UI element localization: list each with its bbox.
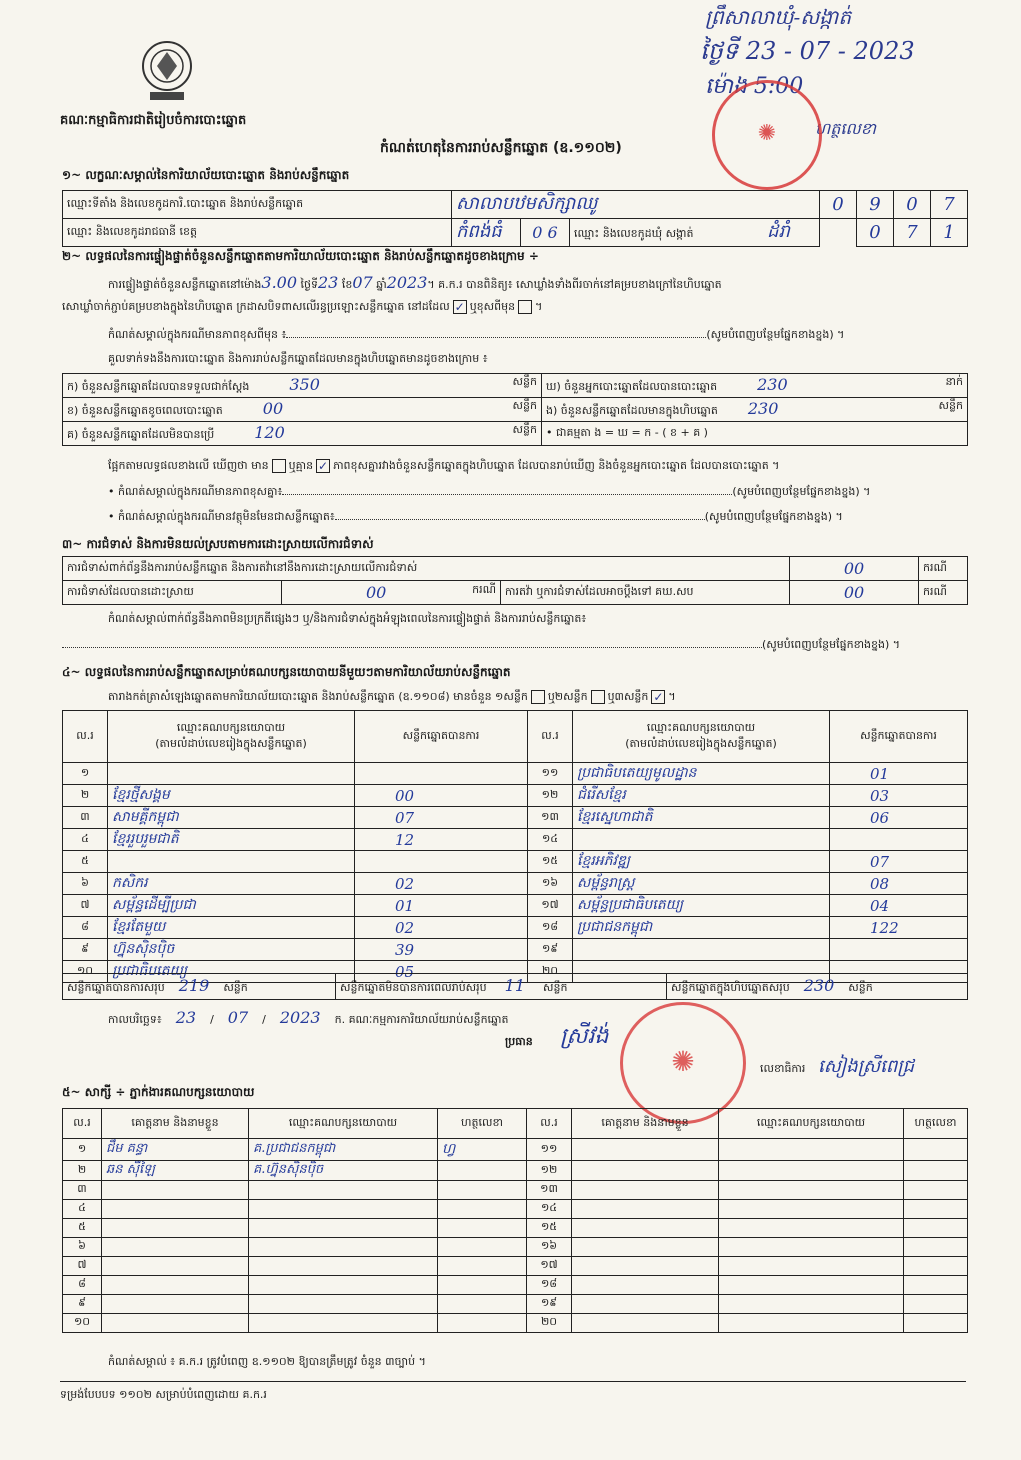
appeal-label: ការតវ៉ា ឬការជំទាស់ដែលអាចប្តឹងទៅ គឃ.សប <box>501 581 790 605</box>
party-votes: 12 <box>355 829 528 851</box>
province-value: កំពង់ធំ <box>452 219 521 247</box>
witness-signature <box>438 1295 527 1314</box>
witness-name <box>102 1181 249 1200</box>
province-label: ឈ្មោះ និងលេខកូដរាជធានី ខេត្ត <box>63 219 452 247</box>
row-number: ១០ <box>63 1314 102 1333</box>
row-number: ១១ <box>528 763 573 785</box>
committee-stamp: ✺ <box>620 1002 746 1124</box>
row-number: ១ <box>63 1139 102 1161</box>
witness-party <box>719 1161 904 1181</box>
commune-value: ដំរាំ <box>767 221 790 242</box>
party-name: ប្រជាធិបតេយ្យមូលដ្ឋាន <box>573 763 830 785</box>
row-number: ១៦ <box>528 873 573 895</box>
col-party: ឈ្មោះគណបក្សនយោបាយ <box>719 1109 904 1139</box>
party-votes: 06 <box>830 807 968 829</box>
row-number: ១៥ <box>528 851 573 873</box>
witness-party <box>249 1257 438 1276</box>
row-number: ១៩ <box>528 939 573 961</box>
party-votes: 07 <box>830 851 968 873</box>
section3-heading: ៣~ ការជំទាស់ និងការមិនយល់ស្របតាមការដោះស្រាយលើការជំទាស់ <box>62 537 374 551</box>
party-name: ខ្មែរថ្មីសង្គម <box>108 785 355 807</box>
appeal-count: 00 <box>790 581 919 605</box>
commune-code-digit: 0 <box>857 219 894 247</box>
witness-signature <box>904 1200 968 1219</box>
witness-name <box>102 1314 249 1333</box>
section5-heading: ៥~ សាក្សី ÷ ភ្នាក់ងារគណបក្សនយោបាយ <box>62 1085 255 1099</box>
witness-party <box>249 1314 438 1333</box>
valid-total: សន្លឹកឆ្នោតបានការសរុប 219 សន្លឹក <box>63 974 336 1000</box>
row-number: ១២ <box>527 1161 572 1181</box>
witness-row <box>63 1276 968 1295</box>
col-no: ល.រ <box>527 1109 572 1139</box>
row-number: ៨ <box>63 917 108 939</box>
party-row <box>63 829 968 851</box>
tally-sheet-line: តារាងកត់ត្រាសំឡេងឆ្នោតតាមការិយាល័យបោះឆ្នោត និងរាប់សន្លឹកឆ្នោត (ឧ.១១០៨) មានចំនួន ១សន្លឹក ឬ២សន្លឹក ឬ៣សន្លឹក ✓ ។ <box>108 690 676 704</box>
row-number: ៧ <box>63 1257 102 1276</box>
col-party: ឈ្មោះគណបក្សនយោបាយ <box>249 1109 438 1139</box>
witness-signature <box>438 1181 527 1200</box>
witness-name: ជឹម គន្ធា <box>102 1139 249 1161</box>
row-number: ៦ <box>63 873 108 895</box>
party-votes: 08 <box>830 873 968 895</box>
chair-signature: ស្រីវង់ <box>560 1024 609 1049</box>
station-label: ឈ្មោះទីតាំង និងលេខកូដការិ.បោះឆ្នោត និងរាប់សន្លឹកឆ្នោត <box>63 191 452 219</box>
station-code-digit: 0 <box>820 191 857 219</box>
row-number: ១៨ <box>528 917 573 939</box>
unchanged-checkbox[interactable]: ✓ <box>454 300 465 314</box>
bullet-note-2: • កំណត់សម្គាល់ក្នុងករណីមានវត្ថុមិនមែនជាសន្លឹកឆ្នោត៖ (សូមបំពេញបន្ថែមផ្នែកខាងខ្នង) ។ <box>108 510 843 523</box>
row-number: ៣ <box>63 1181 102 1200</box>
col-party: ឈ្មោះគណបក្សនយោបាយ (តាមលំដាប់លេខរៀងក្នុងសន្លឹកឆ្នោត) <box>108 711 355 763</box>
appeal-unit: ករណី <box>919 581 968 605</box>
form-caption: ទម្រង់បែបបទ ១១០២ សម្រាប់បំពេញដោយ គ.ក.រ <box>60 1388 267 1401</box>
invalid-total: សន្លឹកឆ្នោតមិនបានការពេលរាប់សរុប 11 សន្លឹក <box>336 974 667 1000</box>
party-name <box>573 829 830 851</box>
party-row <box>63 939 968 961</box>
party-name: ហ្វ៊ុនស៊ិនប៉ិច <box>108 939 355 961</box>
unused-ballots: គ) ចំនួនសន្លឹកឆ្នោតដែលមិនបានប្រើ 120 សន្លឹក <box>63 422 542 446</box>
col-name: គោត្តនាម និងនាមខ្លួន <box>102 1109 249 1139</box>
witness-name <box>572 1257 719 1276</box>
witness-row <box>63 1200 968 1219</box>
witness-signature <box>438 1276 527 1295</box>
witness-party <box>249 1200 438 1219</box>
witness-name <box>102 1257 249 1276</box>
col-sign: ហត្ថលេខា <box>438 1109 527 1139</box>
party-votes: 122 <box>830 917 968 939</box>
witness-signature <box>904 1295 968 1314</box>
ballot-intro: គួលទាក់ទងនឹងការបោះឆ្នោត និងការរាប់សន្លឹកឆ្នោតដែលមានក្នុងហិបឆ្នោតមានដូចខាងក្រោម ៖ <box>108 352 488 365</box>
party-votes: 04 <box>830 895 968 917</box>
row-number: ១៨ <box>527 1276 572 1295</box>
col-no: ល.រ <box>63 711 108 763</box>
chair-label: ប្រធាន <box>505 1035 533 1048</box>
witness-party <box>719 1276 904 1295</box>
witness-name: ឆន ស៊ីឡៃ <box>102 1161 249 1181</box>
row-number: ២០ <box>527 1314 572 1333</box>
witness-party: គ.ហ្វ៊ុនស៊ិនប៉ិច <box>249 1161 438 1181</box>
resolved-value: 00 ករណី <box>282 581 501 605</box>
receipt-note-sign: ហត្ថលេខា <box>815 119 876 138</box>
party-row <box>63 807 968 829</box>
row-number: ២០ <box>528 961 573 983</box>
station-code-digit: 9 <box>857 191 894 219</box>
row-number: ៦ <box>63 1238 102 1257</box>
station-code-digit: 7 <box>931 191 968 219</box>
witness-signature <box>438 1161 527 1181</box>
commune-code-digit: 1 <box>931 219 968 247</box>
party-name: សម្ព័ន្ធប្រជាធិបតេយ្យ <box>573 895 830 917</box>
witness-signature <box>438 1219 527 1238</box>
party-row <box>63 785 968 807</box>
party-row <box>63 895 968 917</box>
objection-unit: ករណី <box>919 557 968 581</box>
row-number: ៩ <box>63 1295 102 1314</box>
col-sign: ហត្ថលេខា <box>904 1109 968 1139</box>
row-number: ១៣ <box>527 1181 572 1200</box>
witness-row <box>63 1139 968 1161</box>
witness-name <box>102 1200 249 1219</box>
witness-signature <box>904 1276 968 1295</box>
party-votes: 01 <box>355 895 528 917</box>
ballot-count-table <box>62 373 968 446</box>
witness-party <box>249 1276 438 1295</box>
spoiled-ballots: ខ) ចំនួនសន្លឹកឆ្នោតខូចពេលបោះឆ្នោត 00 សន្លឹក <box>63 398 542 422</box>
witness-party <box>719 1219 904 1238</box>
witness-name <box>572 1181 719 1200</box>
party-name: សម្ព័ន្ធរាស្ត្រ <box>573 873 830 895</box>
witness-name <box>572 1219 719 1238</box>
station-info-table <box>62 190 968 247</box>
party-votes: 01 <box>830 763 968 785</box>
party-name: សាមគ្គីកម្ពុជា <box>108 807 355 829</box>
witness-signature <box>438 1200 527 1219</box>
party-votes <box>355 851 528 873</box>
row-number: ១២ <box>528 785 573 807</box>
verification-line1: ការផ្ទៀងផ្ទាត់ចំនួនសន្លឹកឆ្នោតនៅម៉ោង3.00 ថ្ងៃទី23 ខែ07 ឆ្នាំ2023។ គ.ក.រ បានពិនិត្យ៖ សោឃ្លាំងទាំងពីរចាក់នៅគម្របខាងក្រៅនៃហិបឆ្នោត <box>108 273 722 292</box>
row-number: ៧ <box>63 895 108 917</box>
witness-row <box>63 1181 968 1200</box>
party-name <box>108 763 355 785</box>
party-results-table <box>62 710 968 983</box>
ballots-in-box: ង) ចំនួនសន្លឹកឆ្នោតដែលមានក្នុងហិបឆ្នោត 230 សន្លឹក <box>542 398 968 422</box>
commune-stamp: ✺ <box>712 80 822 190</box>
row-number: ៤ <box>63 1200 102 1219</box>
row-number: ៨ <box>63 1276 102 1295</box>
party-votes: 07 <box>355 807 528 829</box>
witness-row <box>63 1295 968 1314</box>
signing-date-line: កាលបរិច្ឆេទ៖ 23 / 07 / 2023 ក. គណៈកម្មការការិយាល័យរាប់សន្លឹកឆ្នោត <box>108 1008 509 1027</box>
witness-signature <box>904 1139 968 1161</box>
party-name: ខ្មែររួបរួមជាតិ <box>108 829 355 851</box>
witness-signature <box>904 1181 968 1200</box>
verification-line2: សោឃ្លាំចាក់ភ្ជាប់គម្របខាងក្នុងនៃហិបឆ្នោត ក្រដាសបិទពាសលើរន្ធប្រឡោះសន្លឹកឆ្នោត នៅដដែល ✓ ឬខុសពីមុន ។ <box>62 300 543 314</box>
party-votes: 05 <box>355 961 528 983</box>
witness-party <box>719 1238 904 1257</box>
witness-row <box>63 1219 968 1238</box>
party-name: ខ្មែរស្នេហាជាតិ <box>573 807 830 829</box>
witness-party <box>719 1314 904 1333</box>
party-votes: 03 <box>830 785 968 807</box>
row-number: ១១ <box>527 1139 572 1161</box>
form-title: កំណត់ហេតុនៃការរាប់សន្លឹកឆ្នោត (ឧ.១១០២) <box>380 140 622 156</box>
row-number: ៩ <box>63 939 108 961</box>
party-votes: 39 <box>355 939 528 961</box>
row-number: ១៣ <box>528 807 573 829</box>
witness-signature <box>438 1238 527 1257</box>
bottom-rule <box>60 1381 966 1382</box>
witness-party <box>249 1238 438 1257</box>
station-value: សាលាបឋមសិក្សាឈូ <box>452 191 820 219</box>
objection-count: 00 <box>790 557 919 581</box>
col-name: គោត្តនាម និងនាមខ្លួន <box>572 1109 719 1139</box>
witness-party <box>249 1295 438 1314</box>
row-number: ២ <box>63 1161 102 1181</box>
row-number: ១៤ <box>527 1200 572 1219</box>
formula-note: • ជាគម្មតា ង = ឃ = ក - ( ខ + គ ) <box>542 422 968 446</box>
changed-checkbox[interactable] <box>518 300 532 314</box>
party-name <box>108 851 355 873</box>
witness-signature <box>438 1314 527 1333</box>
no-difference-checkbox[interactable]: ✓ <box>318 459 329 473</box>
witness-table <box>62 1108 968 1333</box>
witness-name <box>572 1238 719 1257</box>
witness-name <box>572 1200 719 1219</box>
party-name: ជំរើសខ្មែរ <box>573 785 830 807</box>
bullet-note-1: • កំណត់សម្គាល់ក្នុងករណីមានភាពខុសគ្នា៖ (សូមបំពេញបន្ថែមផ្នែកខាងខ្នង) ។ <box>108 485 871 498</box>
witness-party <box>719 1181 904 1200</box>
province-code: 0 6 <box>521 219 570 247</box>
witness-signature <box>904 1161 968 1181</box>
section4-heading: ៤~ លទ្ធផលនៃការរាប់សន្លឹកឆ្នោតសម្រាប់គណបក្សនយោបាយនីមួយៗតាមការិយាល័យរាប់សន្លឹកឆ្នោត <box>62 665 511 679</box>
nec-emblem-icon <box>138 36 196 104</box>
witness-row <box>63 1161 968 1181</box>
witness-name <box>572 1276 719 1295</box>
witness-signature <box>904 1219 968 1238</box>
row-number: ១០ <box>63 961 108 983</box>
three-sheet-checkbox[interactable]: ✓ <box>653 690 664 704</box>
witness-name <box>572 1314 719 1333</box>
party-votes <box>830 939 968 961</box>
witness-row <box>63 1257 968 1276</box>
row-number: ១៤ <box>528 829 573 851</box>
witness-party <box>249 1181 438 1200</box>
party-votes: 00 <box>355 785 528 807</box>
party-votes <box>830 829 968 851</box>
irregularity-note-line: (សូមបំពេញបន្ថែមផ្នែកខាងខ្នង) ។ <box>62 638 900 654</box>
witness-row <box>63 1238 968 1257</box>
witness-row <box>63 1314 968 1333</box>
row-number: ៤ <box>63 829 108 851</box>
witness-party <box>719 1295 904 1314</box>
row-number: ២ <box>63 785 108 807</box>
party-votes: 02 <box>355 917 528 939</box>
witness-name <box>572 1139 719 1161</box>
box-total: សន្លឹកឆ្នោតក្នុងហិបឆ្នោតសរុប 230 សន្លឹក <box>667 974 968 1000</box>
witness-signature: ហ្វ <box>438 1139 527 1161</box>
secretary-label: លេខាធិការ <box>760 1062 806 1075</box>
witness-name <box>102 1219 249 1238</box>
witness-party <box>719 1200 904 1219</box>
secretary-signature: សៀងស្រីពេជ្រ <box>818 1056 915 1077</box>
witness-signature <box>904 1257 968 1276</box>
party-name: កសិករ <box>108 873 355 895</box>
footnote: កំណត់សម្គាល់ ៖ គ.ក.រ ត្រូវបំពេញ ឧ.១១០២ ឱ្យបានត្រឹមត្រូវ ចំនួន ៣ច្បាប់ ។ <box>108 1355 426 1368</box>
commune-label: ឈ្មោះ និងលេខកូដឃុំ សង្កាត់ ដំរាំ <box>570 219 820 247</box>
section2-heading: ២~ លទ្ធផលនៃការផ្ទៀងផ្ទាត់ចំនួនសន្លឹកឆ្នោតតាមការិយាល័យបោះឆ្នោត និងរាប់សន្លឹកឆ្នោតដូចខាងក្រោម ÷ <box>62 249 539 263</box>
row-number: ៥ <box>63 1219 102 1238</box>
party-name: ខ្មែរតែមួយ <box>108 917 355 939</box>
witness-party <box>719 1139 904 1161</box>
party-row <box>63 763 968 785</box>
witness-name <box>572 1161 719 1181</box>
receipt-note-time: ម៉ោង 5:00 <box>705 74 804 99</box>
resolved-label: ការជំទាស់ដែលបានដោះស្រាយ <box>63 581 282 605</box>
party-name: ខ្មែរអភិវឌ្ឍ <box>573 851 830 873</box>
row-number: ១៥ <box>527 1219 572 1238</box>
witness-signature <box>904 1314 968 1333</box>
col-votes: សន្លឹកឆ្នោតបានការ <box>355 711 528 763</box>
party-row <box>63 873 968 895</box>
witness-name <box>102 1276 249 1295</box>
witness-name <box>572 1295 719 1314</box>
irregularity-note: កំណត់សម្គាល់ពាក់ព័ន្ធនឹងភាពមិនប្រក្រតីផ្សេងៗ ឬ/និងការជំទាស់ក្នុងអំឡុងពេលនៃការផ្ទៀងផ្ទាត់ និងការរាប់សន្លឹកឆ្នោត៖ <box>108 612 587 625</box>
voters-voted: ឃ) ចំនួនអ្នកបោះឆ្នោតដែលបានបោះឆ្នោត 230 នាក់ <box>542 374 968 398</box>
witness-party: គ.ប្រជាជនកម្ពុជា <box>249 1139 438 1161</box>
witness-signature <box>904 1238 968 1257</box>
party-votes: 02 <box>355 873 528 895</box>
witness-name <box>102 1295 249 1314</box>
difference-note: កំណត់សម្គាល់ក្នុងករណីមានភាពខុសពីមុន ៖ (សូមបំពេញបន្ថែមផ្នែកខាងខ្នង) ។ <box>108 328 845 341</box>
row-number: ១៦ <box>527 1238 572 1257</box>
party-name <box>573 939 830 961</box>
witness-party <box>249 1219 438 1238</box>
difference-check-line: ផ្អែកតាមលទ្ធផលខាងលើ ឃើញថា មាន ឬគ្មាន ✓ ភាពខុសគ្នារវាងចំនួនសន្លឹកឆ្នោតក្នុងហិបឆ្នោត ដែលបានរាប់ឃើញ និងចំនួនអ្នកបោះឆ្នោត ដែលបានបោះឆ្នោត ។ <box>108 459 780 473</box>
party-name: ប្រជាធិបតេយ្យ <box>108 961 355 983</box>
party-name: ប្រជាជនកម្ពុជា <box>573 917 830 939</box>
witness-signature <box>438 1257 527 1276</box>
totals-table <box>62 973 968 1000</box>
col-votes: សន្លឹកឆ្នោតបានការ <box>830 711 968 763</box>
objection-label: ការជំទាស់ពាក់ព័ន្ធនឹងការរាប់សន្លឹកឆ្នោត និងការតវ៉ានៅនឹងការដោះស្រាយលើការជំទាស់ <box>63 557 790 581</box>
row-number: ១ <box>63 763 108 785</box>
col-no: ល.រ <box>528 711 573 763</box>
two-sheet-checkbox[interactable] <box>591 690 605 704</box>
party-votes <box>355 763 528 785</box>
receipt-note-date: ថ្ងៃទី 23 - 07 - 2023 <box>700 37 915 65</box>
party-row <box>63 851 968 873</box>
row-number: ៥ <box>63 851 108 873</box>
witness-name <box>102 1238 249 1257</box>
col-party: ឈ្មោះគណបក្សនយោបាយ (តាមលំដាប់លេខរៀងក្នុងសន្លឹកឆ្នោត) <box>573 711 830 763</box>
row-number: ១៧ <box>527 1257 572 1276</box>
agency-name: គណៈកម្មាធិការជាតិរៀបចំការបោះឆ្នោត <box>60 113 247 128</box>
one-sheet-checkbox[interactable] <box>531 690 545 704</box>
row-number: ៣ <box>63 807 108 829</box>
received-ballots: ក) ចំនួនសន្លឹកឆ្នោតដែលបានទទួលជាក់ស្តែង 350 សន្លឹក <box>63 374 542 398</box>
objection-table <box>62 556 968 605</box>
witness-party <box>719 1257 904 1276</box>
commune-code-digit: 7 <box>894 219 931 247</box>
row-number: ១៧ <box>528 895 573 917</box>
station-code-digit: 0 <box>894 191 931 219</box>
party-row <box>63 917 968 939</box>
section1-heading: ១~ លក្ខណៈសម្គាល់នៃការិយាល័យបោះឆ្នោត និងរាប់សន្លឹកឆ្នោត <box>62 168 350 182</box>
has-difference-checkbox[interactable] <box>272 459 286 473</box>
receipt-note-line1: ព្រឹសាលាឃុំ-សង្កាត់ <box>705 5 852 29</box>
party-name: សម្ព័ន្ធដើម្បីប្រជា <box>108 895 355 917</box>
col-no: ល.រ <box>63 1109 102 1139</box>
row-number: ១៩ <box>527 1295 572 1314</box>
